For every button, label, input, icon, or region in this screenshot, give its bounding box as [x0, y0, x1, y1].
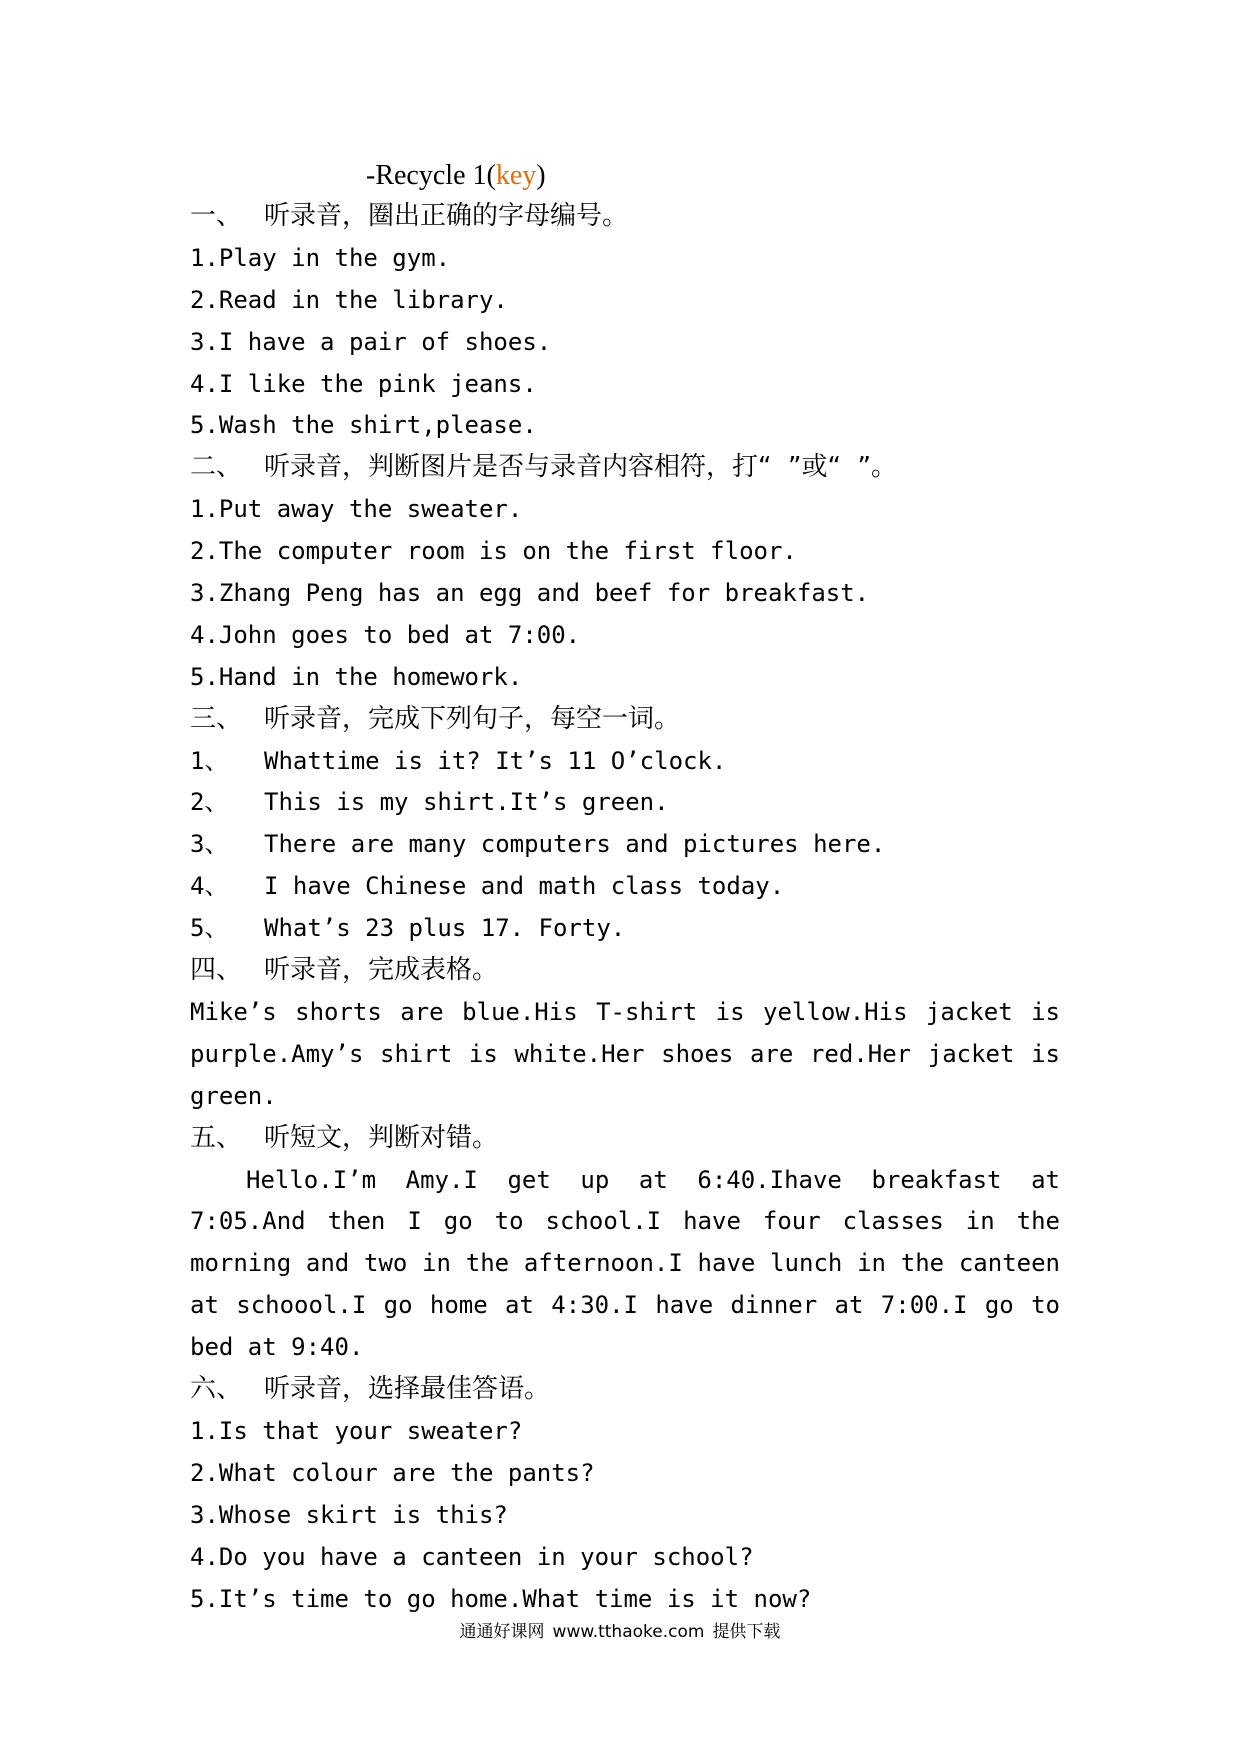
page-footer: [0, 1620, 1240, 1644]
section-heading: [190, 1118, 1060, 1160]
title-key: key: [495, 160, 537, 191]
list-item: 3.Zhang Peng has an egg and beef for breakfast.: [190, 579, 870, 608]
section-heading: [190, 196, 1060, 238]
footer-url: www.tthaoke.com: [552, 1622, 705, 1642]
item-number: 5、: [190, 914, 229, 943]
item-text: This is my shirt.It’s green.: [264, 788, 669, 817]
list-item: 1.Play in the gym.: [190, 243, 451, 272]
list-item: 4.Do you have a canteen in your school?: [190, 1542, 754, 1571]
footer-site-name: 通通好课网: [459, 1622, 545, 1642]
item-number: 1、: [190, 746, 229, 775]
item-text: What’s 23 plus 17. Forty.: [264, 914, 626, 943]
title-prefix: -Recycle 1(: [366, 160, 496, 191]
list-item: 5.Wash the shirt,please.: [190, 411, 537, 440]
list-item: [190, 741, 1060, 783]
title-suffix: ): [536, 160, 546, 191]
item-text: There are many computers and pictures here.: [264, 830, 886, 859]
section-title: 听录音，圈出正确的字母编号。: [264, 201, 629, 231]
footer-tagline: 提供下载: [712, 1622, 781, 1642]
list-item: 2.The computer room is on the first floor.: [190, 537, 797, 566]
section-heading: [190, 950, 1060, 992]
list-item: 1.Is that your sweater?: [190, 1416, 523, 1445]
section-title: 听录音，判断图片是否与录音内容相符，打“ ”或“ ”。: [264, 452, 897, 483]
section-title: 听录音，选择最佳答语。: [264, 1374, 551, 1405]
section-number: 四、: [190, 955, 243, 986]
list-item: 2.Read in the library.: [190, 285, 508, 314]
section-heading: [190, 447, 1060, 489]
list-item: [190, 866, 1060, 908]
paragraph: Hello.I’m Amy.I get up at 6:40.Ihave breakfast at 7:05.And then I go to school.I have four classes in the morning and two in the afternoon.I have lunch in the canteen at schoool.I go home at 4:30.I have dinner at 7:00.I go to bed at 9:40.: [190, 1165, 1060, 1362]
section-number: 三、: [190, 703, 243, 734]
item-number: 3、: [190, 830, 229, 859]
section-number: 一、: [190, 201, 243, 231]
list-item: 2.What colour are the pants?: [190, 1458, 595, 1487]
list-item: [190, 782, 1060, 824]
list-item: 4.I like the pink jeans.: [190, 369, 537, 398]
section-heading: [190, 699, 1060, 741]
list-item: [190, 824, 1060, 866]
document-body: [190, 196, 1060, 1620]
page-title: [366, 156, 546, 196]
list-item: 5.It’s time to go home.What time is it now?: [190, 1584, 812, 1613]
section-title: 听短文，判断对错。: [264, 1122, 499, 1153]
section-number: 二、: [190, 452, 243, 483]
item-number: 4、: [190, 872, 229, 901]
paragraph: Mike’s shorts are blue.His T-shirt is yellow.His jacket is purple.Amy’s shirt is white.Her shoes are red.Her jacket is green.: [190, 997, 1060, 1110]
list-item: 3.I have a pair of shoes.: [190, 327, 552, 356]
item-text: I have Chinese and math class today.: [264, 872, 785, 901]
section-number: 六、: [190, 1374, 243, 1405]
section-title: 听录音，完成下列句子，每空一词。: [264, 703, 681, 734]
list-item: 3.Whose skirt is this?: [190, 1500, 508, 1529]
item-number: 2、: [190, 788, 229, 817]
list-item: 5.Hand in the homework.: [190, 662, 523, 691]
section-title: 听录音，完成表格。: [264, 955, 499, 986]
list-item: [190, 908, 1060, 950]
list-item: 4.John goes to bed at 7:00.: [190, 620, 581, 649]
item-text: Whattime is it? It’s 11 O’clock.: [264, 746, 727, 775]
section-heading: [190, 1369, 1060, 1411]
list-item: 1.Put away the sweater.: [190, 495, 523, 524]
section-number: 五、: [190, 1122, 243, 1153]
